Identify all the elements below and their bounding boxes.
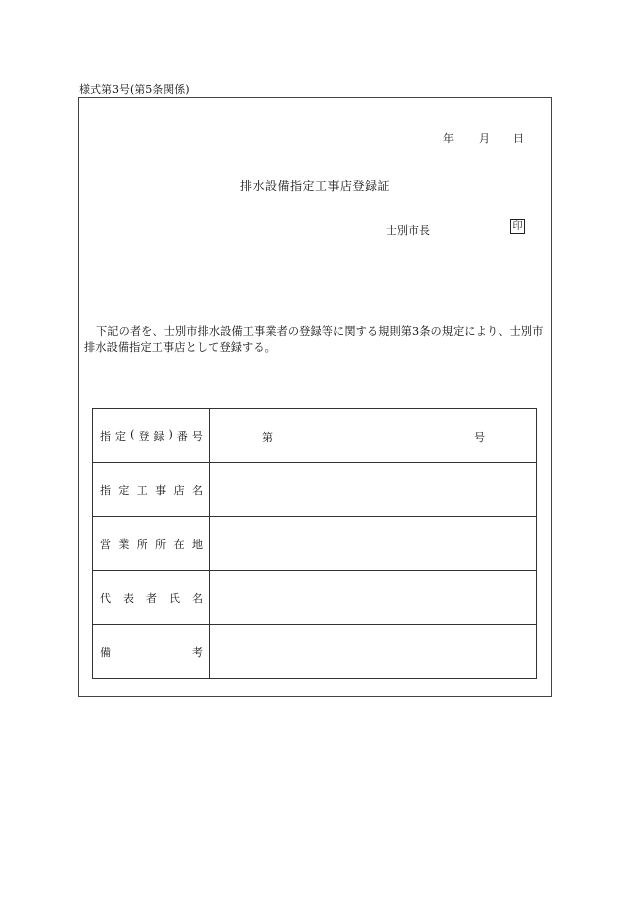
label-char: 備 <box>100 645 111 659</box>
label-text <box>93 644 209 660</box>
label-char: 氏 <box>169 591 180 605</box>
label-char: 事 <box>155 483 167 497</box>
table-row <box>93 409 537 463</box>
table-row <box>93 571 537 625</box>
label-char: 定 <box>115 429 127 443</box>
label-char: 所 <box>155 537 167 551</box>
office-address-value <box>210 517 537 571</box>
label-text <box>93 536 209 552</box>
label-char: 表 <box>123 591 134 605</box>
label-char: 在 <box>173 537 185 551</box>
label-text <box>93 482 209 498</box>
registration-number-label <box>93 409 210 463</box>
label-char: 者 <box>146 591 157 605</box>
label-char: 考 <box>192 645 203 659</box>
form-number-label: 様式第3号(第5条関係) <box>79 83 190 96</box>
label-char: 名 <box>192 591 203 605</box>
table-row <box>93 625 537 679</box>
label-text <box>93 590 209 606</box>
representative-name-label <box>93 571 210 625</box>
shop-name-value <box>210 463 537 517</box>
label-char: 所 <box>136 537 148 551</box>
date-year: 年 <box>443 132 454 145</box>
label-char: 名 <box>191 483 203 497</box>
label-char: 代 <box>100 591 111 605</box>
issuer-mayor: 士別市長 <box>386 224 430 237</box>
registration-table <box>92 408 537 679</box>
number-prefix: 第 <box>262 431 273 444</box>
remarks-value <box>210 625 537 679</box>
table-row <box>93 517 537 571</box>
label-char: 業 <box>118 537 130 551</box>
representative-name-value <box>210 571 537 625</box>
seal-mark: 印 <box>510 219 525 234</box>
label-char: 指 <box>100 483 111 497</box>
registration-number-value <box>210 409 537 463</box>
label-char: 録 <box>153 429 165 443</box>
label-char: ( <box>130 427 135 441</box>
label-char: 登 <box>138 429 150 443</box>
label-char: ) <box>168 427 173 441</box>
office-address-label <box>93 517 210 571</box>
label-char: 番 <box>176 429 188 443</box>
label-char: 指 <box>100 429 111 443</box>
date-day: 日 <box>513 132 524 145</box>
number-suffix: 号 <box>474 431 485 444</box>
label-char: 工 <box>136 483 148 497</box>
table-row <box>93 463 537 517</box>
remarks-label <box>93 625 210 679</box>
label-char: 地 <box>191 537 203 551</box>
label-char: 店 <box>173 483 185 497</box>
shop-name-label <box>93 463 210 517</box>
label-char: 定 <box>118 483 130 497</box>
registration-statement: 下記の者を、士別市排水設備工事業者の登録等に関する規則第3条の規定により、士別市排水設備指定工事店として登録する。 <box>84 325 544 354</box>
date-month: 月 <box>479 132 490 145</box>
label-text <box>93 428 209 444</box>
label-char: 営 <box>100 537 111 551</box>
label-char: 号 <box>191 429 203 443</box>
certificate-title: 排水設備指定工事店登録証 <box>239 179 390 193</box>
